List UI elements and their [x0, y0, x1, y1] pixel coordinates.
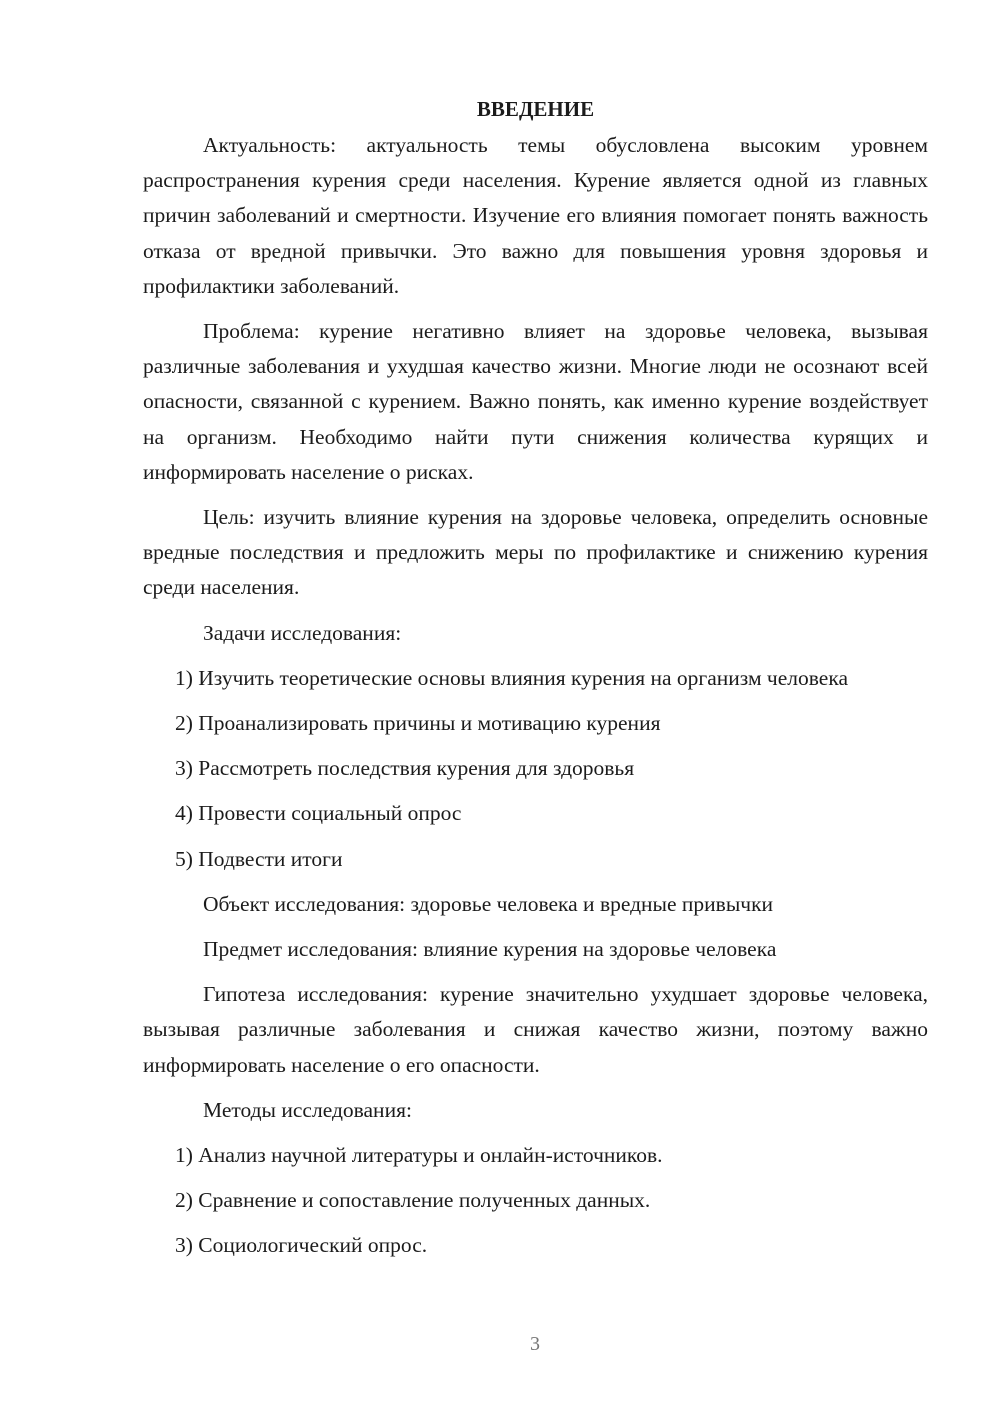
hypothesis-paragraph: Гипотеза исследования: курение значительно ухудшает здоровье человека, вызывая различные заболевания и снижая качество жизни, поэтому важно информировать население о его опасности.	[143, 982, 928, 1077]
tasks-list	[143, 661, 928, 877]
list-item: 2) Сравнение и сопоставление полученных данных.	[175, 1188, 651, 1213]
methods-heading: Методы исследования:	[203, 1097, 412, 1122]
list-item: 3) Социологический опрос.	[175, 1233, 428, 1258]
list-item: 4) Провести социальный опрос	[175, 801, 462, 826]
list-item: 5) Подвести итоги	[175, 846, 343, 871]
list-item: 2) Проанализировать причины и мотивацию курения	[175, 711, 661, 736]
relevance-paragraph: Актуальность: актуальность темы обусловлена высоким уровнем распространения курения среди населения. Курение является одной из главных причин заболеваний и смертности. Изучение его влияния помогает понять важность отказа от вредной привычки. Это важно для повышения уровня здоровья и профилактики заболеваний.	[143, 133, 928, 298]
section-title: ВВЕДЕНИЕ	[476, 97, 595, 121]
document-page	[143, 92, 928, 1274]
list-item: 3) Рассмотреть последствия курения для здоровья	[175, 756, 635, 781]
methods-list	[143, 1138, 928, 1264]
subject-paragraph: Предмет исследования: влияние курения на здоровье человека	[203, 937, 777, 962]
page-number: 3	[530, 1333, 540, 1355]
goal-paragraph: Цель: изучить влияние курения на здоровье человека, определить основные вредные последствия и предложить меры по профилактике и снижению курения среди населения.	[143, 505, 928, 600]
list-item: 1) Изучить теоретические основы влияния курения на организм человека	[175, 665, 848, 690]
object-paragraph: Объект исследования: здоровье человека и вредные привычки	[203, 891, 774, 916]
problem-paragraph: Проблема: курение негативно влияет на здоровье человека, вызывая различные заболевания и ухудшая качество жизни. Многие люди не осознают всей опасности, связанной с курением. Важно понять, как именно курение воздействует на организм. Необходимо найти пути снижения количества курящих и информировать население о рисках.	[143, 319, 928, 484]
tasks-heading: Задачи исследования:	[203, 620, 402, 645]
list-item: 1) Анализ научной литературы и онлайн-источников.	[175, 1143, 663, 1168]
